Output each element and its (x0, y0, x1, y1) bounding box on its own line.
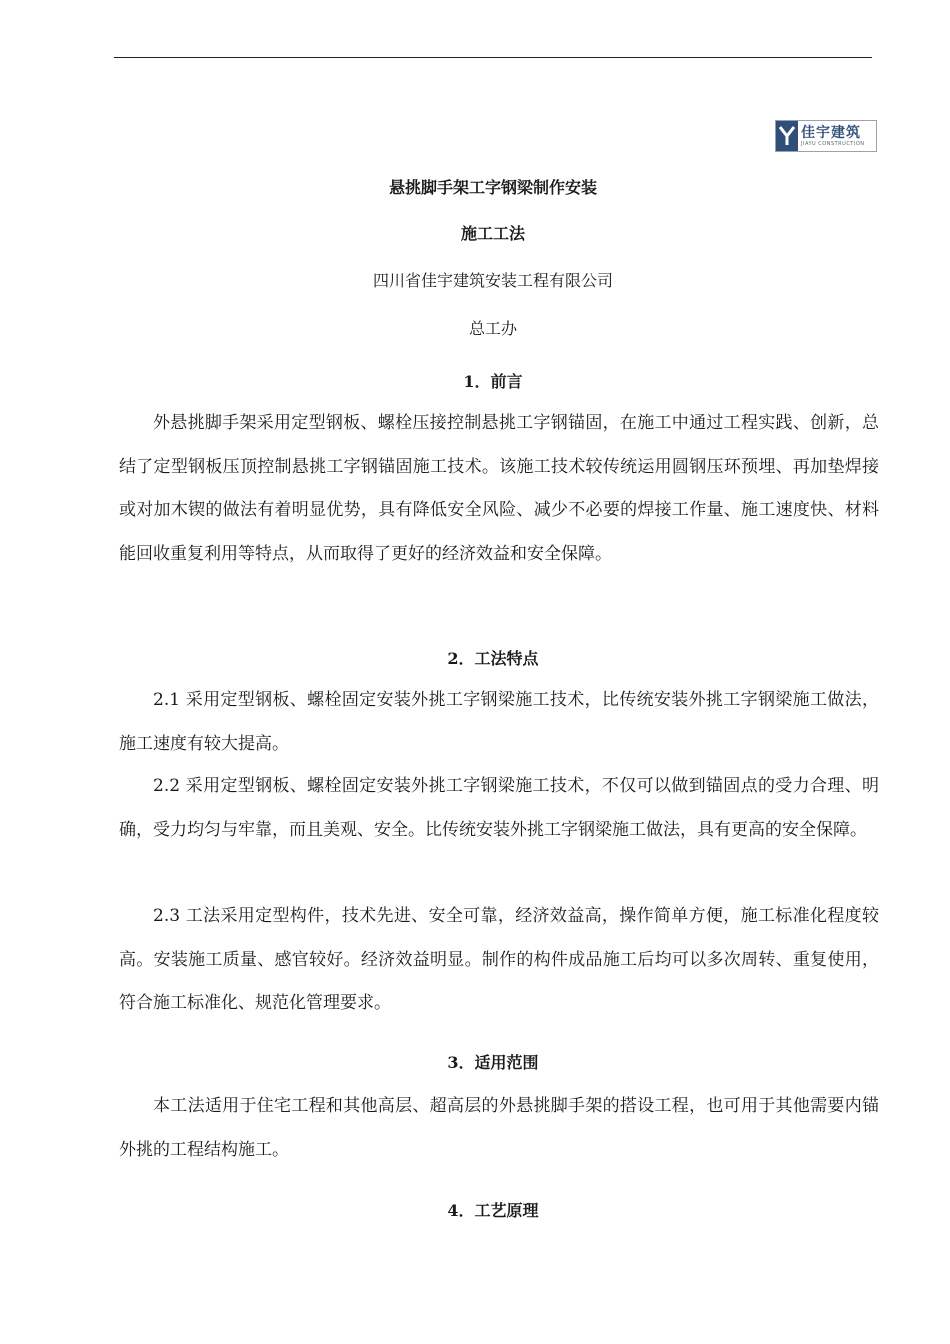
section-3-heading: 3．适用范围 (447, 1053, 539, 1072)
company-logo (775, 120, 877, 152)
company-name: 四川省佳宇建筑安装工程有限公司 (372, 271, 613, 290)
section-2-2-paragraph: 2.2 采用定型钢板、螺栓固定安装外挑工字钢梁施工技术，不仅可以做到锚固点的受力合理、明确，受力均匀与牢靠，而且美观、安全。比传统安装外挑工字钢梁施工做法，具有更高的安全保障。 (119, 776, 879, 840)
section-1-heading: 1．前言 (463, 372, 523, 391)
section-2-heading: 2．工法特点 (447, 649, 539, 668)
logo-mark-icon (776, 121, 798, 151)
department-name: 总工办 (468, 319, 517, 338)
logo-english-name: JIAYU CONSTRUCTION (801, 141, 865, 147)
section-4-heading: 4．工艺原理 (447, 1201, 539, 1220)
doc-title-line2: 施工工法 (460, 224, 525, 243)
section-1-paragraph: 外悬挑脚手架采用定型钢板、螺栓压接控制悬挑工字钢锚固，在施工中通过工程实践、创新，总结了定型钢板压顶控制悬挑工字钢锚固施工技术。该施工技术较传统运用圆钢压环预埋、再加垫焊接或对加木锲的做法有着明显优势，具有降低安全风险、减少不必要的焊接工作量、施工速度快、材料能回收重复利用等特点，从而取得了更好的经济效益和安全保障。 (119, 413, 879, 564)
section-2-3-paragraph: 2.3 工法采用定型构件，技术先进、安全可靠，经济效益高，操作简单方便，施工标准化程度较高。安装施工质量、感官较好。经济效益明显。制作的构件成品施工后均可以多次周转、重复使用，符合施工标准化、规范化管理要求。 (119, 906, 879, 1013)
doc-title-line1: 悬挑脚手架工字钢梁制作安装 (388, 178, 597, 197)
header-rule (114, 57, 872, 58)
section-3-paragraph: 本工法适用于住宅工程和其他高层、超高层的外悬挑脚手架的搭设工程，也可用于其他需要内锚外挑的工程结构施工。 (119, 1096, 879, 1160)
section-2-1-paragraph: 2.1 采用定型钢板、螺栓固定安装外挑工字钢梁施工技术，比传统安装外挑工字钢梁施工做法，施工速度有较大提高。 (119, 690, 879, 754)
logo-chinese-name: 佳宇建筑 (801, 125, 861, 141)
